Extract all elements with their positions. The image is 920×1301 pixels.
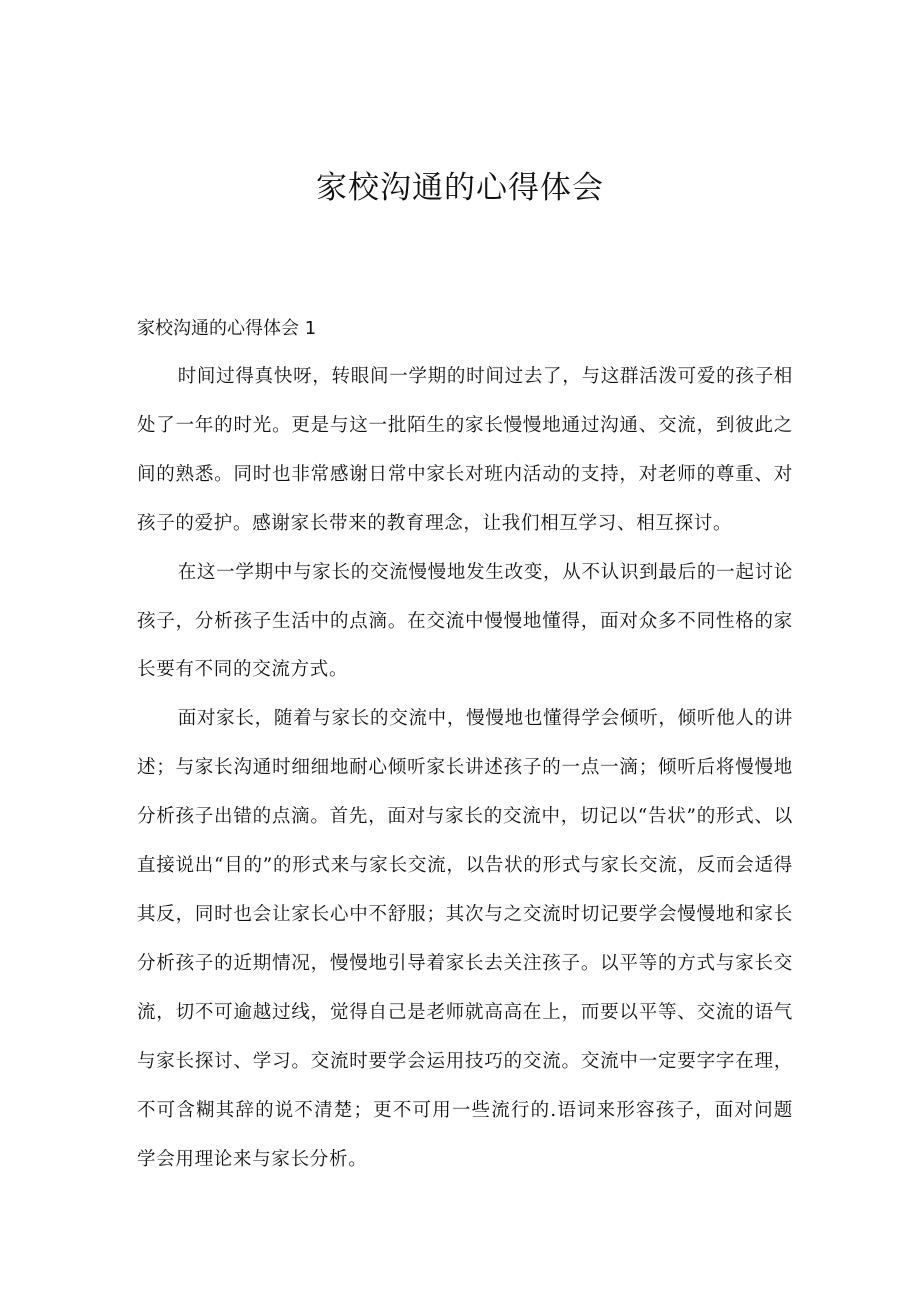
paragraph: 在这一学期中与家长的交流慢慢地发生改变，从不认识到最后的一起讨论孩子，分析孩子生活中的点滴。在交流中慢慢地懂得，面对众多不同性格的家长要有不同的交流方式。	[137, 561, 793, 681]
document-body	[137, 353, 793, 1184]
paragraph: 面对家长，随着与家长的交流中，慢慢地也懂得学会倾听，倾听他人的讲述；与家长沟通时细细地耐心倾听家长讲述孩子的一点一滴；倾听后将慢慢地分析孩子出错的点滴。首先，面对与家长的交流中，切记以“告状”的形式、以直接说出“目的”的形式来与家长交流，以告状的形式与家长交流，反而会适得其反，同时也会让家长心中不舒服；其次与之交流时切记要学会慢慢地和家长分析孩子的近期情况，慢慢地引导着家长去关注孩子。以平等的方式与家长交流，切不可逾越过线，觉得自己是老师就高高在上，而要以平等、交流的语气与家长探讨、学习。交流时要学会运用技巧的交流。交流中一定要字字在理，不可含糊其辞的说不清楚；更不可用一些流行的.语词来形容孩子，面对问题学会用理论来与家长分析。	[137, 708, 793, 1170]
document-title: 家校沟通的心得体会	[316, 170, 604, 206]
paragraph: 时间过得真快呀，转眼间一学期的时间过去了，与这群活泼可爱的孩子相处了一年的时光。更是与这一批陌生的家长慢慢地通过沟通、交流，到彼此之间的熟悉。同时也非常感谢日常中家长对班内活动的支持，对老师的尊重、对孩子的爱护。感谢家长带来的教育理念，让我们相互学习、相互探讨。	[137, 366, 793, 534]
section-heading: 家校沟通的心得体会 1	[137, 318, 317, 339]
